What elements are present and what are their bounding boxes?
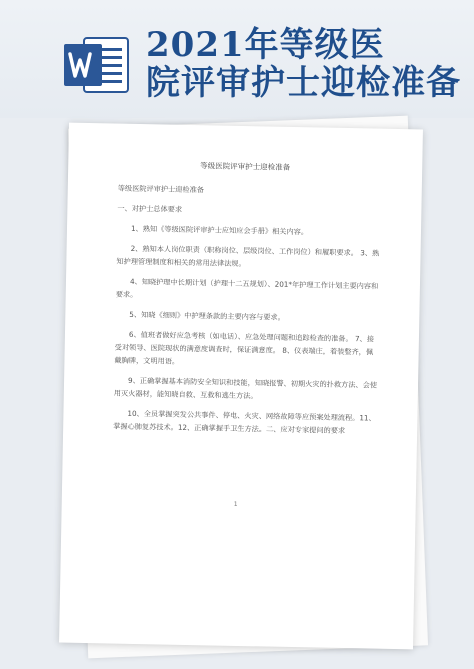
document-body — [113, 182, 382, 445]
word-document-icon — [62, 30, 132, 100]
banner-title-line-1: 2021年等级医 — [146, 25, 385, 65]
page-number: 1 — [233, 500, 238, 508]
doc-paragraph: 2、熟知本人岗位职责（职称岗位、层级岗位、工作岗位）和履职要求。 3、熟知护理管理制度和相关的常用法律法规。 — [116, 243, 380, 269]
doc-section-heading: 一、对护士总体要求 — [117, 203, 183, 214]
doc-paragraph: 6、值班者做好应急考核（如电话）、应急处理问题和追踪检查的准备。 7、接受对领导、医院现状的满意度调查时，保证满意度。 8、仪表端庄，着装整齐，佩戴胸牌，文明用语。 — [114, 329, 375, 366]
document-heading: 等级医院评审护士迎检准备 — [200, 161, 291, 172]
doc-paragraph: 1、熟知《等级医院评审护士应知应会手册》相关内容。 — [130, 223, 309, 237]
doc-paragraph: 5、知晓《细则》中护理条款的主要内容与要求。 — [129, 309, 285, 322]
banner-title-line-2: 院评审护士迎检准备 — [146, 63, 461, 103]
doc-paragraph: 4、知晓护理中长期计划（护理十二五规划）、201*年护理工作计划主要内容和要求。 — [115, 276, 379, 299]
header-banner — [0, 0, 474, 118]
banner-title — [146, 26, 461, 102]
doc-paragraph: 10、全员掌握突发公共事件、停电、火灾、网络故障等应预案处理流程。11、掌握心肺复苏技术。12、正确掌握手卫生方法。二、应对专家提问的要求 — [113, 408, 376, 436]
doc-subtitle: 等级医院评审护士迎检准备 — [117, 183, 205, 195]
doc-paragraph: 9、正确掌握基本消防安全知识和技能，知晓报警、初期火灾的扑救方法、会使用灭火器材，能知晓自救、互救和逃生方法。 — [113, 375, 378, 401]
document-page — [59, 123, 423, 650]
